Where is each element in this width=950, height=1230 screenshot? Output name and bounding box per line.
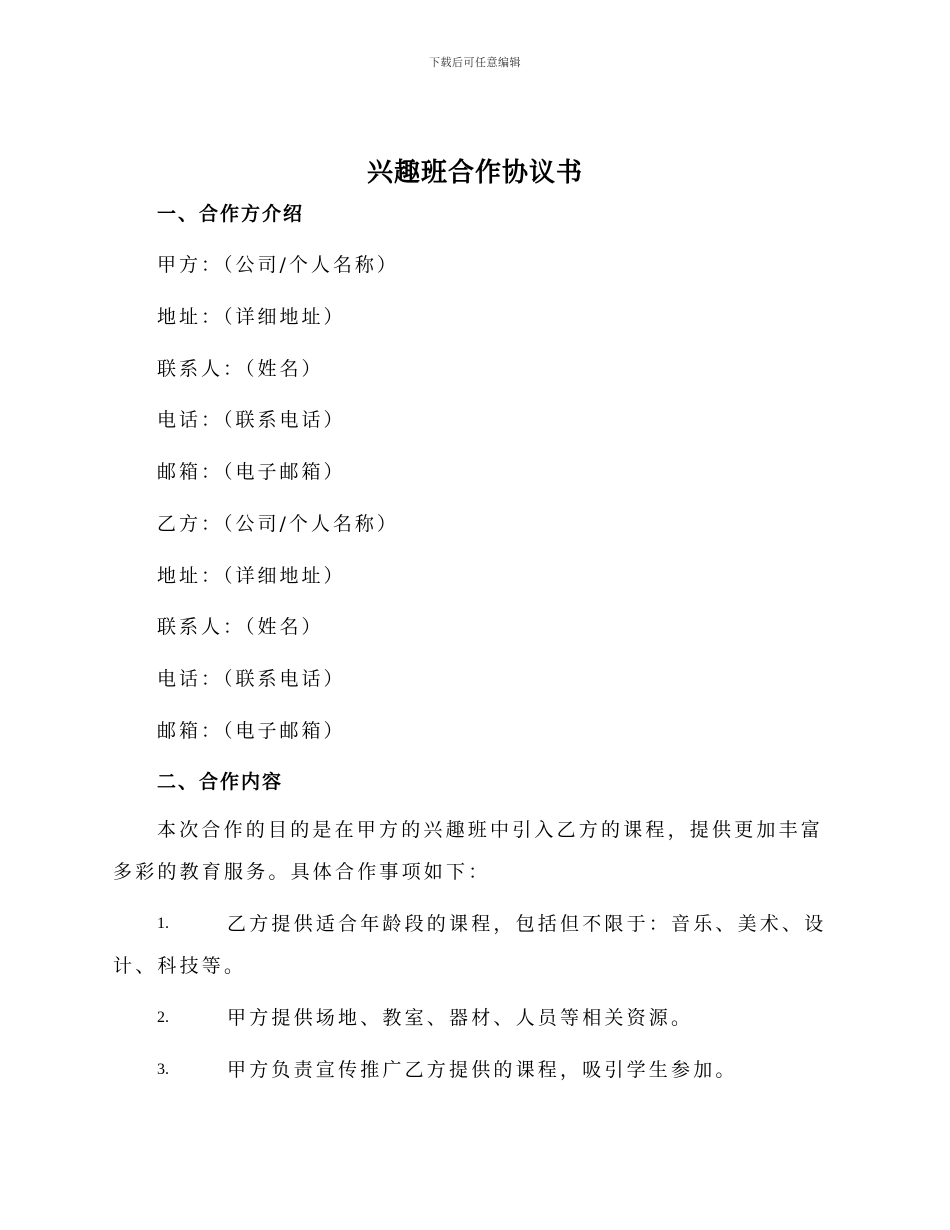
list-item-number: 1. — [157, 915, 169, 932]
party-b-email: 邮箱：（电子邮箱） — [157, 720, 346, 742]
list-item — [113, 997, 843, 1039]
header-note: 下载后可任意编辑 — [429, 56, 521, 69]
list-item-number: 3. — [157, 1061, 169, 1078]
party-b-address: 地址：（详细地址） — [157, 565, 346, 587]
party-a-email: 邮箱：（电子邮箱） — [157, 461, 346, 483]
section-heading-content: 二、合作内容 — [157, 771, 284, 793]
list-item-text: 甲方负责宣传推广乙方提供的课程，吸引学生参加。 — [227, 1059, 738, 1081]
list-item-text: 甲方提供场地、教室、器材、人员等相关资源。 — [227, 1007, 694, 1029]
list-item-text: 乙方提供适合年龄段的课程，包括但不限于：音乐、美术、设计、科技等。 — [113, 913, 827, 977]
list-item — [113, 903, 843, 987]
party-a-phone: 电话：（联系电话） — [157, 409, 346, 431]
list-item — [113, 1049, 843, 1091]
party-a-name: 甲方：（公司/个人名称） — [157, 254, 399, 276]
party-a-contact: 联系人：（姓名） — [157, 358, 324, 380]
party-b-phone: 电话：（联系电话） — [157, 668, 346, 690]
party-b-name: 乙方：（公司/个人名称） — [157, 513, 399, 535]
party-b-contact: 联系人：（姓名） — [157, 616, 324, 638]
party-a-address: 地址：（详细地址） — [157, 306, 346, 328]
intro-paragraph: 本次合作的目的是在甲方的兴趣班中引入乙方的课程，提供更加丰富多彩的教育服务。具体合作事项如下： — [113, 819, 824, 883]
section-heading-parties: 一、合作方介绍 — [157, 203, 305, 225]
list-item-number: 2. — [157, 1009, 169, 1026]
document-title: 兴趣班合作协议书 — [366, 158, 583, 188]
